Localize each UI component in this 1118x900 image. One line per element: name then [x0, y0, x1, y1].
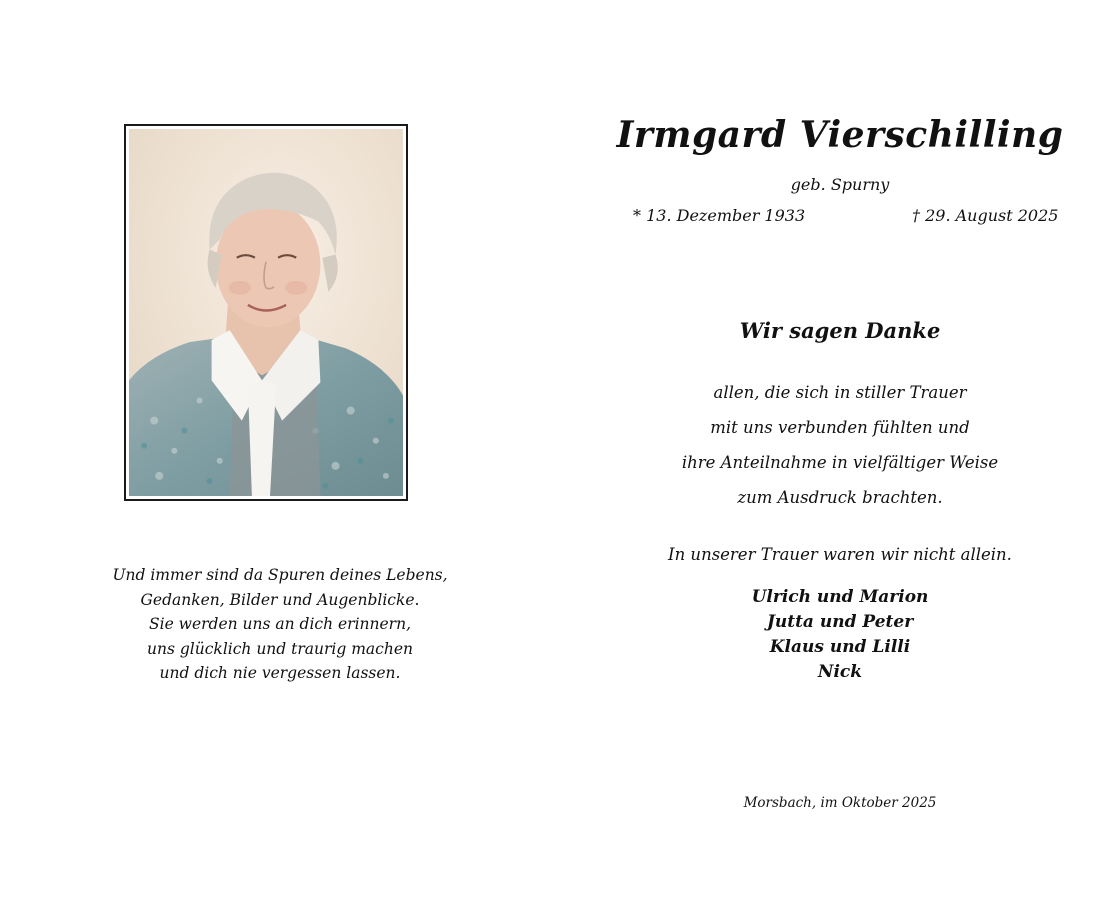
- not-alone-line: In unserer Trauer waren wir nicht allein.: [668, 545, 1012, 564]
- portrait-image: [129, 129, 403, 496]
- memorial-poem: [100, 563, 460, 686]
- poem-line: uns glücklich und traurig machen: [147, 639, 413, 658]
- thanks-line: ihre Anteilnahme in vielfältiger Weise: [681, 453, 999, 472]
- family-name: Ulrich und Marion: [751, 587, 929, 607]
- thanks-line: mit uns verbunden fühlten und: [710, 418, 970, 437]
- birth-date: * 13. Dezember 1933: [633, 206, 806, 225]
- place-date: Morsbach, im Oktober 2025: [743, 795, 937, 811]
- thanks-line: allen, die sich in stiller Trauer: [713, 383, 967, 402]
- death-date: † 29. August 2025: [912, 206, 1059, 225]
- family-names: [690, 585, 990, 685]
- family-name: Jutta und Peter: [766, 612, 914, 632]
- poem-line: und dich nie vergessen lassen.: [159, 664, 401, 682]
- thanks-heading: Wir sagen Danke: [739, 318, 941, 343]
- thanks-line: zum Ausdruck brachten.: [737, 488, 943, 507]
- poem-line: Gedanken, Bilder und Augenblicke.: [140, 590, 420, 609]
- thanks-text: [640, 375, 1040, 515]
- family-name: Nick: [817, 662, 863, 682]
- maiden-name: geb. Spurny: [790, 175, 890, 194]
- poem-line: Sie werden uns an dich erinnern,: [149, 615, 411, 633]
- family-name: Klaus und Lilli: [769, 637, 911, 657]
- portrait-photo: [124, 124, 408, 501]
- poem-line: Und immer sind da Spuren deines Lebens,: [112, 566, 448, 584]
- deceased-name: Irmgard Vierschilling: [616, 114, 1064, 156]
